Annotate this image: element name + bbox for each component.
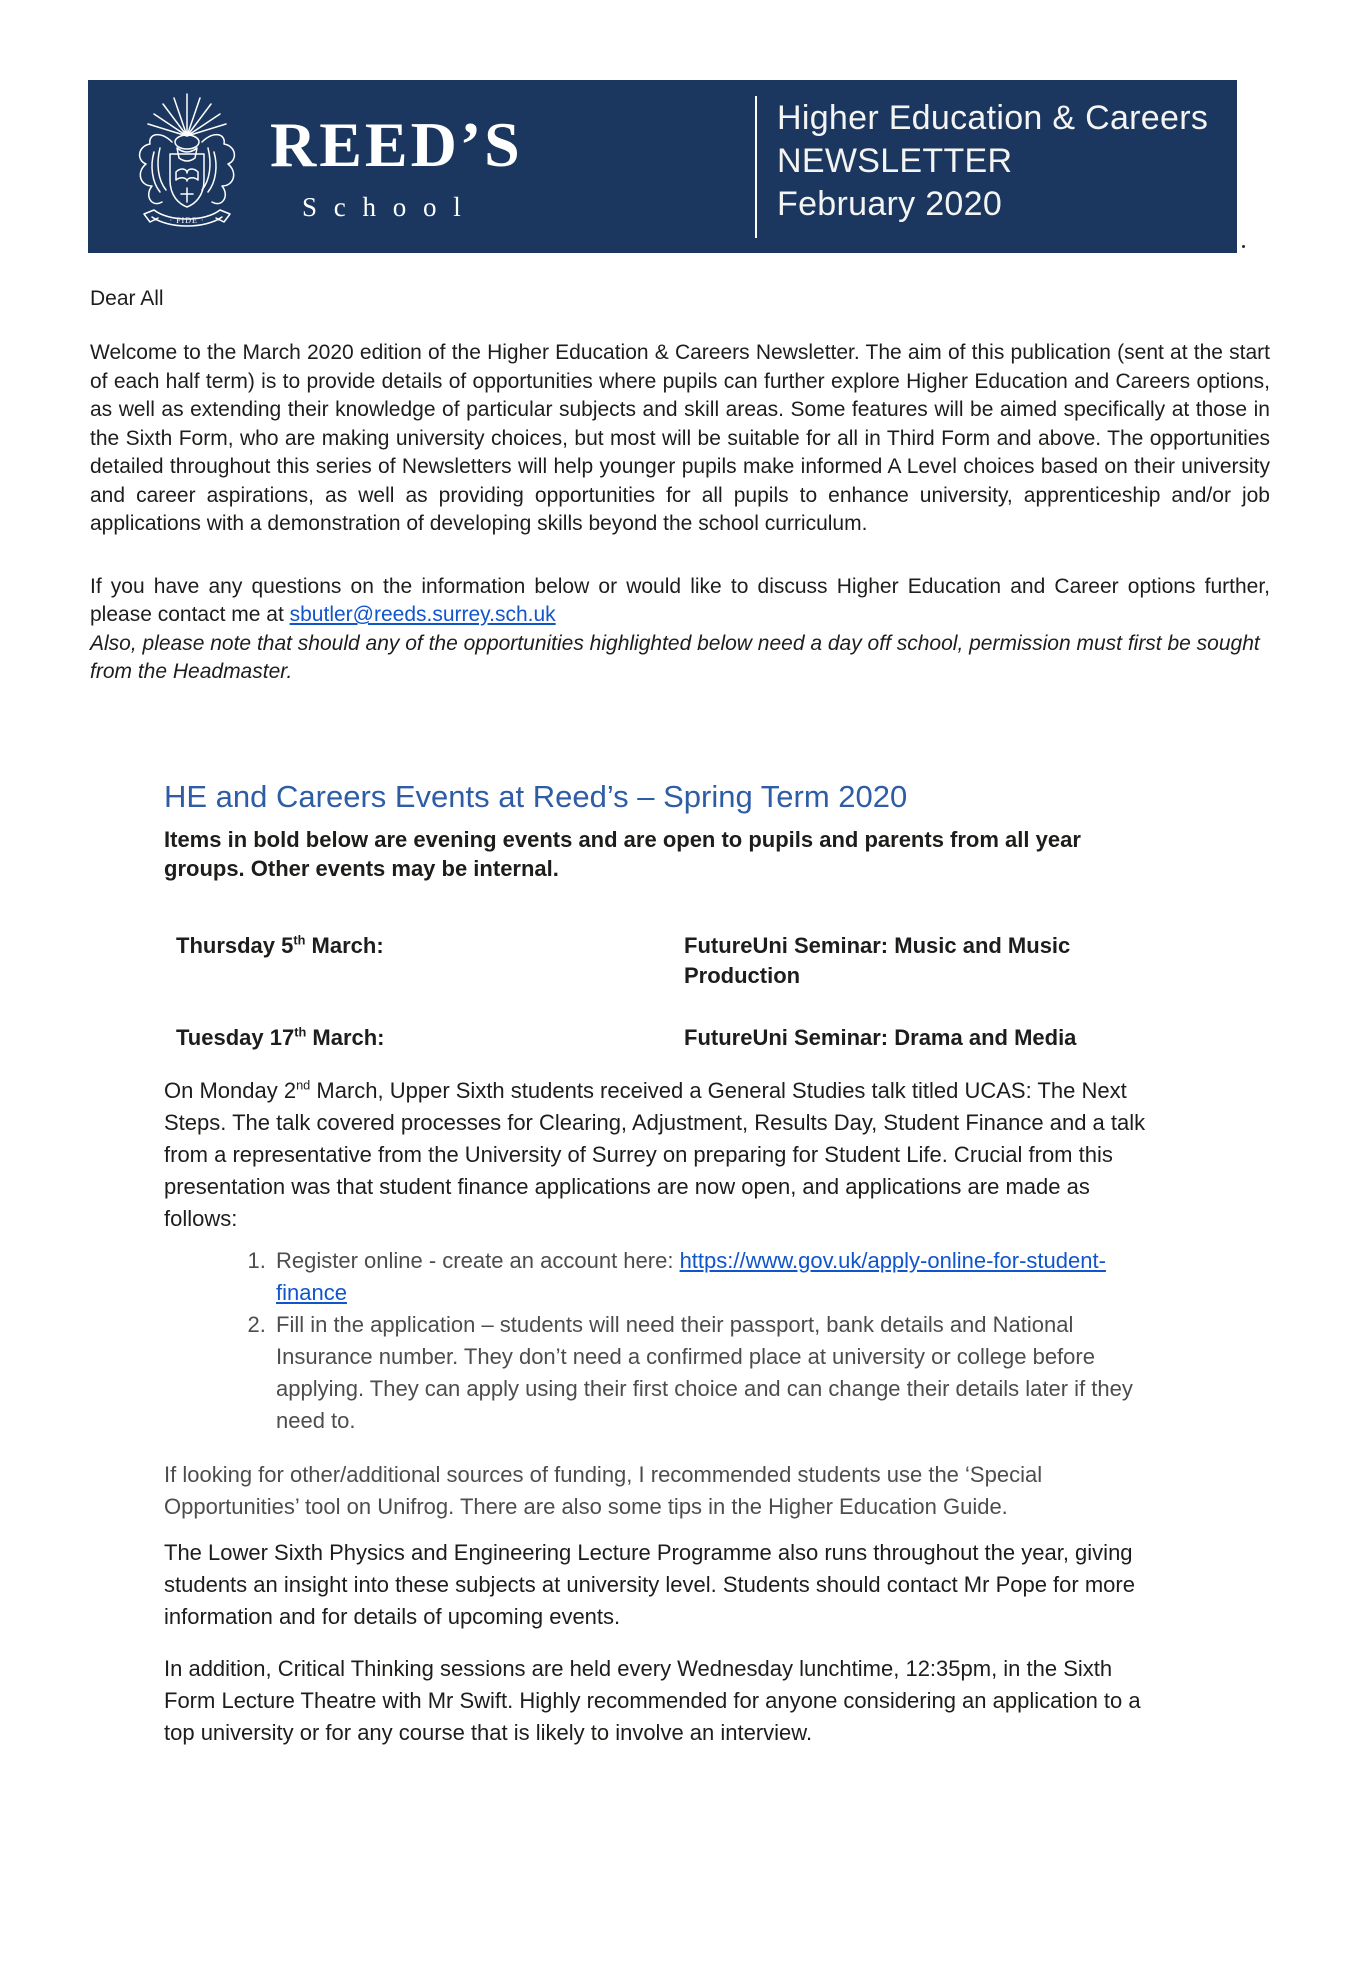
- event-date: [164, 1023, 684, 1053]
- event-date-ordinal: th: [293, 932, 306, 948]
- contact-paragraph: [90, 573, 1270, 630]
- student-finance-link[interactable]: https://www.gov.uk/apply-online-for-student-finance: [276, 1247, 1106, 1305]
- stray-dot-artifact: [1242, 245, 1245, 248]
- ucas-paragraph: [164, 1075, 1154, 1235]
- event-row: [164, 931, 1154, 991]
- school-crest-icon: [124, 90, 250, 242]
- event-title: FutureUni Seminar: Drama and Media: [684, 1024, 1077, 1050]
- school-word: S c h o o l: [302, 192, 466, 222]
- step-text: Register online - create an account here:: [276, 1247, 680, 1273]
- intro-paragraph: Welcome to the March 2020 edition of the Higher Education & Careers Newsletter. The aim of this publication (sent at the start of each half term) is to provide details of opportunities where pupils can further explore Higher Education and Careers options, as well as extending their knowledge of particular subjects and skill areas. Some features will be aimed specifically at those in the Sixth Form, who are making university choices, but most will be suitable for all in Third Form and above. The opportunities detailed throughout this series of Newsletters will help younger pupils make informed A Level choices based on their university and career aspirations, as well as providing opportunities for all pupils to enhance university, apprenticeship and/or job applications with a demonstration of developing skills beyond the school curriculum.: [90, 341, 1270, 535]
- step-item-register: [272, 1245, 1154, 1309]
- ucas-text: March, Upper Sixth students received a General Studies talk titled UCAS: The Next Steps. The talk covered processes for Clearing, Adjustment, Results Day, Student Finance and a talk from a representative from the University of Surrey on preparing for Student Life. Crucial from this presentation was that student finance applications are now open, and applications are made as follows:: [164, 1077, 1146, 1231]
- event-date: [164, 931, 684, 991]
- crest-plume: [148, 94, 226, 136]
- event-row: [164, 1023, 1154, 1053]
- contact-block: [90, 573, 1270, 687]
- contact-text: If you have any questions on the information below or would like to discuss Higher Education and Career options further, please contact me at: [90, 574, 1270, 626]
- event-date-text: Thursday 5: [176, 932, 294, 958]
- event-title: FutureUni Seminar: Music and Music Production: [684, 932, 1071, 988]
- events-section: [164, 779, 1154, 1749]
- newsletter-banner: [88, 80, 1237, 253]
- letter-body: [0, 287, 1345, 1749]
- event-date-text: March:: [306, 1024, 385, 1050]
- crest-cross: [181, 188, 193, 202]
- crest-torse: [175, 135, 199, 149]
- event-date-text: Tuesday 17: [176, 1024, 295, 1050]
- school-name: REED’S: [270, 109, 523, 180]
- step-item-fill-application: [272, 1309, 1154, 1437]
- steps-list: [164, 1245, 1154, 1437]
- ucas-text: On Monday 2: [164, 1077, 297, 1103]
- permission-note: Also, please note that should any of the opportunities highlighted below need a day off school, permission must first be sought from the Headmaster.: [90, 631, 1260, 683]
- crest-motto: · FIDE ·: [169, 216, 205, 225]
- crest-mantling-left: [140, 135, 172, 204]
- crest-open-book: [176, 169, 198, 181]
- newsletter-page: [0, 80, 1345, 1982]
- funding-paragraph: If looking for other/additional sources of funding, I recommended students use the ‘Special Opportunities’ tool on Unifrog. There are also some tips in the Higher Education Guide.: [164, 1461, 1043, 1519]
- crest-mantling-right: [202, 135, 234, 204]
- step-text: Fill in the application – students will need their passport, bank details and National Insurance number. They don’t need a confirmed place at university or college before applying. They can apply using their first choice and can change their details later if they need to.: [276, 1311, 1133, 1433]
- salutation: Dear All: [90, 287, 164, 310]
- critical-thinking-paragraph: In addition, Critical Thinking sessions are held every Wednesday lunchtime, 12:35pm, in the Sixth Form Lecture Theatre with Mr Swift. Highly recommended for anyone considering an application to a top university or for any course that is likely to involve an interview.: [164, 1655, 1141, 1745]
- physics-lectures-paragraph: The Lower Sixth Physics and Engineering Lecture Programme also runs throughout the year, giving students an insight into these subjects at university level. Students should contact Mr Pope for more information and for details of upcoming events.: [164, 1539, 1135, 1629]
- contact-email-link[interactable]: sbutler@reeds.surrey.sch.uk: [289, 603, 556, 626]
- newsletter-title-line3: February 2020: [777, 185, 1003, 223]
- ucas-date-ordinal: nd: [296, 1077, 311, 1093]
- banner-divider: [755, 96, 757, 238]
- section-subheading: Items in bold below are evening events and are open to pupils and parents from all year groups. Other events may be internal.: [164, 826, 1081, 881]
- event-date-text: March:: [305, 932, 384, 958]
- newsletter-title: [777, 97, 1208, 226]
- newsletter-title-line1: Higher Education & Careers: [777, 99, 1209, 137]
- event-date-ordinal: th: [294, 1024, 307, 1040]
- section-heading: HE and Careers Events at Reed’s – Spring Term 2020: [164, 778, 908, 814]
- newsletter-title-line2: NEWSLETTER: [777, 142, 1013, 180]
